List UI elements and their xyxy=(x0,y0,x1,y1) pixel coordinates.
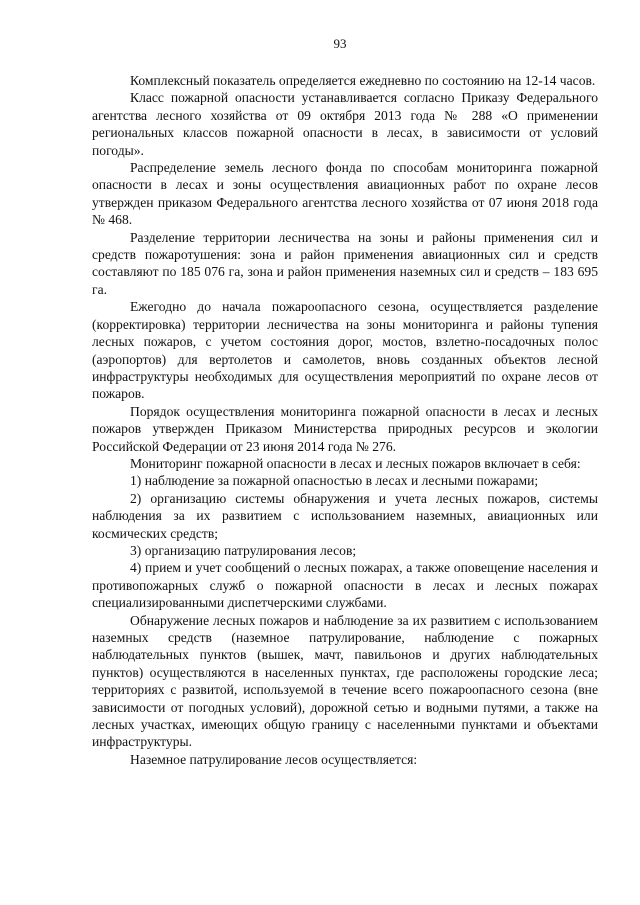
list-item-1: 1) наблюдение за пожарной опасностью в лесах и лесными пожарами; xyxy=(130,473,539,489)
list-item-2: 2) организацию системы обнаружения и учета лесных пожаров, системы наблюдения за их развитием с использованием наземных, авиационных или космических средств; xyxy=(92,490,598,541)
paragraph-monitoring-includes: Мониторинг пожарной опасности в лесах и лесных пожаров включает в себя: xyxy=(130,455,581,471)
paragraph-monitoring-order: Порядок осуществления мониторинга пожарной опасности в лесах и лесных пожаров утвержден Приказом Министерства природных ресурсов и экологии Российской Федерации от 23 июня 2014 года № 276. xyxy=(92,403,598,454)
paragraph-fire-danger-class: Класс пожарной опасности устанавливается согласно Приказу Федерального агентства лесного хозяйства от 09 октября 2013 года № 288 «О применении региональных классов пожарной опасности в лесах, в зависимости от условий погоды». xyxy=(92,90,598,158)
paragraph-land-distribution: Распределение земель лесного фонда по способам мониторинга пожарной опасности в лесах и зоны осуществления авиационных работ по охране лесов утвержден приказом Федерального агентства лесного хозяйства от 07 июня 2018 года № 468. xyxy=(92,160,598,228)
list-item-4: 4) прием и учет сообщений о лесных пожарах, а также оповещение населения и противопожарных служб о пожарной опасности в лесах и лесных пожарах специализированными диспетчерскими службами. xyxy=(92,560,598,611)
document-body xyxy=(92,72,598,768)
list-item-3: 3) организацию патрулирования лесов; xyxy=(130,542,357,558)
paragraph-annual-correction: Ежегодно до начала пожароопасного сезона, осуществляется разделение (корректировка) территории лесничества на зоны мониторинга и районы тупения лесных пожаров, с учетом состояния дорог, мостов, взлетно-посадочных полос (аэропортов) для вертолетов и самолетов, вновь созданных объектов лесной инфраструктуры необходимых для осуществления мероприятий по охране лесов от пожаров. xyxy=(92,299,598,402)
paragraph-complex-indicator: Комплексный показатель определяется ежедневно по состоянию на 12-14 часов. xyxy=(130,73,596,88)
paragraph-ground-detection: Обнаружение лесных пожаров и наблюдение за их развитием с использованием наземных средств (наземное патрулирование, наблюдение с пожарных наблюдательных пунктов (вышек, мачт, павильонов и других наблюдательных пунктов) осуществляются в населенных пунктах, где расположены городские леса; территориях с развитой, используемой в течение всего пожароопасного сезона (вне зависимости от погодных условий), дорожной сетью и водными путями, а также на лесных участках, имеющих общую границу с населенными пунктами и объектами инфраструктуры. xyxy=(92,612,598,750)
page-number: 93 xyxy=(333,36,347,51)
paragraph-zone-division: Разделение территории лесничества на зоны и районы применения сил и средств пожаротушения: зона и район применения авиационных сил и средств составляют по 185 076 га, зона и район применения наземных сил и средств – 183 695 га. xyxy=(92,229,598,297)
paragraph-ground-patrol: Наземное патрулирование лесов осуществляется: xyxy=(130,751,418,767)
